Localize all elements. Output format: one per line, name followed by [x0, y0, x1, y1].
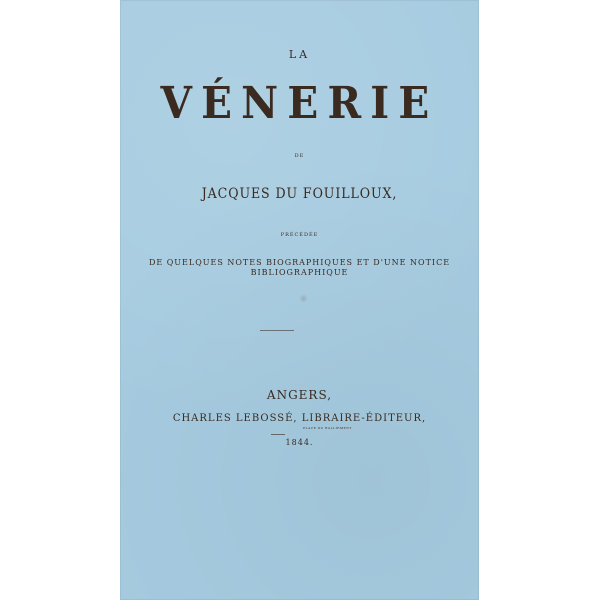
article-la: LA: [288, 48, 311, 61]
preposition-de: DE: [294, 153, 305, 159]
author-name: JACQUES DU FOUILLOUX,: [201, 186, 398, 202]
publisher-address: PLACE DU RALLIEMENT: [303, 426, 352, 430]
notes-line-2: BIBLIOGRAPHIQUE: [250, 268, 349, 277]
publisher-name: CHARLES LEBOSSÉ, LIBRAIRE-ÉDITEUR,: [172, 413, 427, 424]
paper-stain: [299, 294, 308, 303]
preceded-label: PRÉCÉDÉE: [280, 232, 319, 238]
notes-line-1: DE QUELQUES NOTES BIOGRAPHIQUES ET D'UNE NOTICE: [148, 258, 451, 267]
year-divider: [271, 434, 285, 435]
book-title: VÉNERIE: [160, 78, 439, 129]
title-page: [120, 0, 479, 600]
publication-year: 1844.: [285, 438, 314, 447]
publication-city: ANGERS,: [266, 388, 333, 402]
divider-rule: [260, 330, 294, 331]
